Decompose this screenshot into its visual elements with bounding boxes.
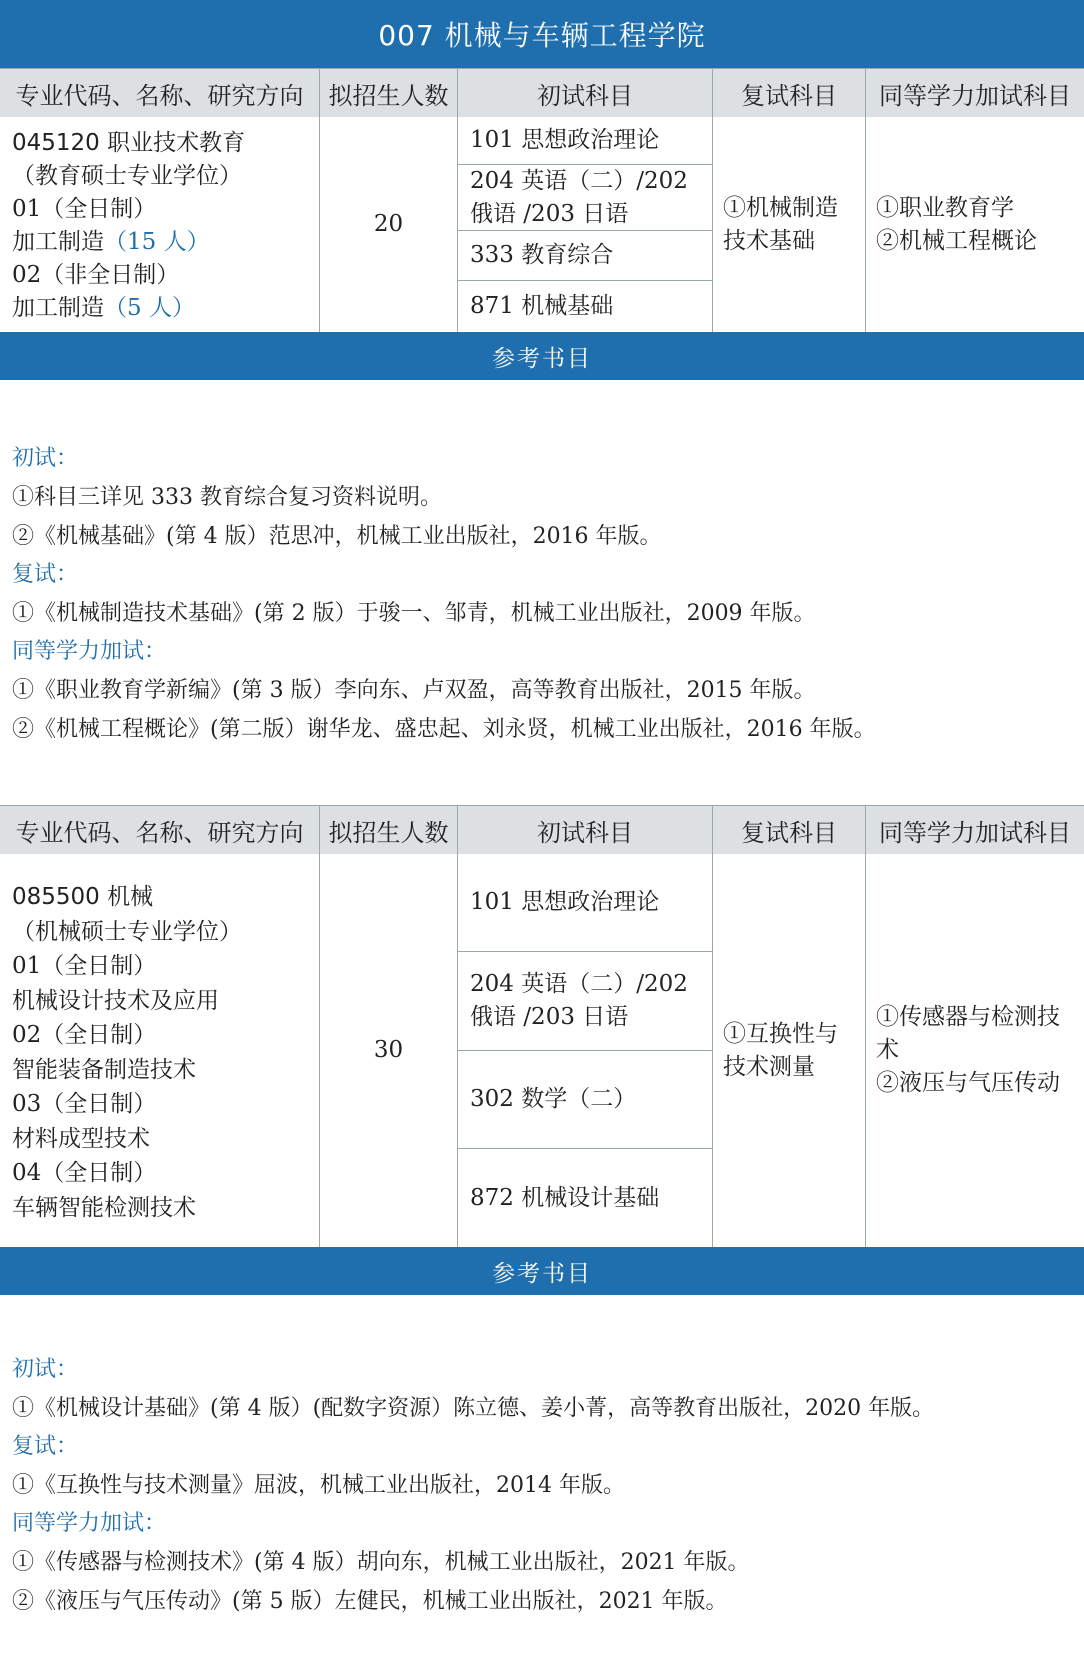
direction-label: 04（全日制）	[12, 1160, 157, 1186]
initial-exam-cell	[458, 117, 713, 332]
direction-count: （5 人）	[104, 295, 195, 321]
extra-subject: ②机械工程概论	[876, 227, 1037, 254]
direction-label: 01（全日制）	[12, 196, 157, 222]
ref-line: ②《液压与气压传动》(第 5 版）左健民，机械工业出版社，2021 年版。	[12, 1589, 728, 1614]
direction-label: 02（非全日制）	[12, 262, 180, 288]
program-row-1	[0, 117, 1084, 332]
initial-refs-label: 初试：	[12, 446, 79, 471]
retest-refs-label: 复试：	[12, 562, 79, 587]
extra-exam-cell	[866, 117, 1084, 332]
ref-line: ①《传感器与检测技术》(第 4 版）胡向东，机械工业出版社，2021 年版。	[12, 1550, 750, 1575]
quota-cell: 30	[320, 854, 458, 1247]
direction-name: 车辆智能检测技术	[12, 1194, 196, 1221]
header-major: 专业代码、名称、研究方向	[0, 806, 320, 854]
exam-subject: 101 思想政治理论	[458, 117, 712, 165]
direction-name: 智能装备制造技术	[12, 1056, 196, 1083]
retest-subject: ①机械制造技术基础	[723, 194, 838, 254]
exam-subject: 204 英语（二）/202 俄语 /203 日语	[458, 952, 712, 1051]
direction-name: 加工制造（15 人）	[12, 229, 210, 255]
exam-subject: 872 机械设计基础	[470, 1184, 660, 1211]
extra-subject: ②液压与气压传动	[876, 1070, 1060, 1096]
header-extra-exam: 同等学力加试科目	[879, 81, 1071, 110]
header-initial-exam: 初试科目	[458, 806, 713, 854]
table-header-2	[0, 805, 1084, 855]
initial-refs-label: 初试：	[12, 1357, 79, 1382]
degree-type: （教育硕士专业学位）	[12, 163, 242, 189]
ref-line: ①《互换性与技术测量》屈波，机械工业出版社，2014 年版。	[12, 1473, 625, 1498]
quota-cell: 20	[320, 117, 458, 332]
ref-line: ①科目三详见 333 教育综合复习资料说明。	[12, 485, 442, 510]
table-header-1	[0, 68, 1084, 118]
header-retest: 复试科目	[713, 806, 866, 854]
references-2	[12, 1351, 1077, 1621]
initial-exam-cell	[458, 854, 713, 1247]
references-1	[12, 440, 1077, 749]
major-cell	[0, 117, 320, 332]
retest-refs-label: 复试：	[12, 1434, 79, 1459]
direction-name: 材料成型技术	[12, 1125, 150, 1152]
exam-subject: 871 机械基础	[470, 293, 614, 319]
references-bar-1: 参考书目	[0, 332, 1084, 380]
ref-line: ①《机械制造技术基础》(第 2 版）于骏一、邹青，机械工业出版社，2009 年版。	[12, 601, 816, 626]
extra-subject: ①职业教育学	[876, 194, 1014, 221]
references-bar-2: 参考书目	[0, 1247, 1084, 1295]
header-retest: 复试科目	[713, 69, 866, 117]
direction-label: 01（全日制）	[12, 953, 157, 979]
retest-cell	[713, 854, 866, 1247]
college-title: 007 机械与车辆工程学院	[0, 0, 1084, 68]
major-code: 045120 职业技术教育	[12, 130, 246, 156]
header-extra-exam: 同等学力加试科目	[879, 818, 1071, 847]
header-quota: 拟招生人数	[320, 69, 458, 117]
exam-subject: 204 英语（二）/202 俄语 /203 日语	[458, 165, 712, 231]
exam-subject: 101 思想政治理论	[458, 854, 712, 952]
extra-subject: ①传感器与检测技术	[876, 1004, 1060, 1063]
exam-subject: 302 数学（二）	[458, 1051, 712, 1149]
ref-line: ①《机械设计基础》(第 4 版）(配数字资源）陈立德、姜小菁，高等教育出版社，2020 年版。	[12, 1396, 935, 1421]
extra-refs-label: 同等学力加试：	[12, 639, 167, 664]
direction-name: 加工制造（5 人）	[12, 295, 195, 321]
direction-label: 02（全日制）	[12, 1022, 157, 1048]
major-code: 085500 机械	[12, 884, 154, 910]
ref-line: ②《机械工程概论》(第二版）谢华龙、盛忠起、刘永贤，机械工业出版社，2016 年版。	[12, 717, 876, 742]
header-major: 专业代码、名称、研究方向	[0, 69, 320, 117]
ref-line: ①《职业教育学新编》(第 3 版）李向东、卢双盈，高等教育出版社，2015 年版。	[12, 678, 816, 703]
header-initial-exam: 初试科目	[458, 69, 713, 117]
program-row-2	[0, 854, 1084, 1247]
direction-label: 03（全日制）	[12, 1091, 157, 1117]
header-quota: 拟招生人数	[320, 806, 458, 854]
retest-cell	[713, 117, 866, 332]
ref-line: ②《机械基础》(第 4 版）范思冲，机械工业出版社，2016 年版。	[12, 524, 662, 549]
exam-subject: 333 教育综合	[458, 231, 712, 281]
direction-count: （15 人）	[104, 229, 210, 255]
extra-refs-label: 同等学力加试：	[12, 1511, 167, 1536]
retest-subject: ①互换性与技术测量	[723, 1020, 838, 1080]
extra-exam-cell	[866, 854, 1084, 1247]
direction-name: 机械设计技术及应用	[12, 987, 219, 1014]
major-cell	[0, 854, 320, 1247]
degree-type: （机械硕士专业学位）	[12, 918, 242, 945]
